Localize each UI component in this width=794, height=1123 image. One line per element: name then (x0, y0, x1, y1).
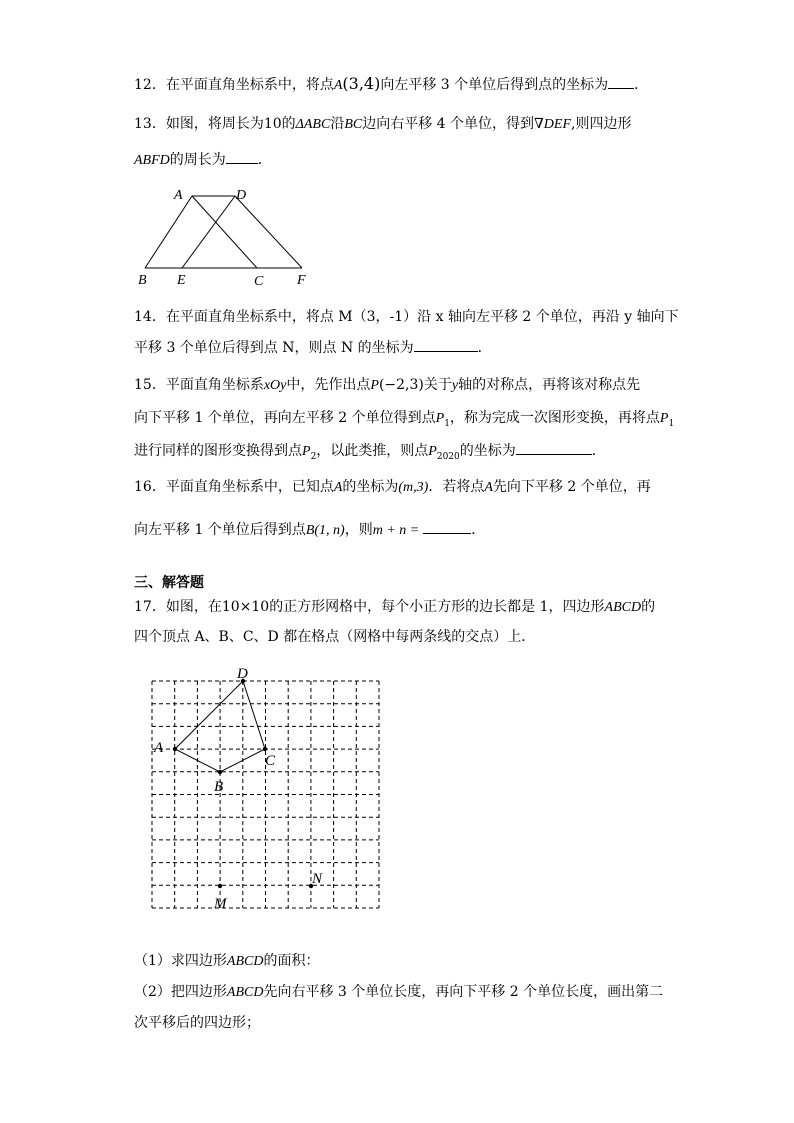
question-13-line2 (134, 150, 272, 170)
quad-label: ABFD (134, 153, 170, 168)
point-label: P (370, 378, 379, 393)
q13-text: 如图，将周长为 (165, 116, 264, 132)
q14-text: 平移 3 个单位后得到点 N，则点 N 的坐标为 (134, 340, 414, 356)
q17-text: 的面积： (263, 953, 320, 969)
coordinate-system-label: xOy (263, 378, 287, 393)
point-label: A (333, 480, 343, 495)
question-17-part1 (134, 952, 319, 971)
axis-label: y (451, 378, 459, 393)
quad-label: ABCD (226, 954, 264, 969)
point-label: A (484, 480, 493, 495)
coordinate: (m,3) (398, 480, 429, 495)
label-B: B (138, 273, 147, 288)
punctuation: ． (591, 443, 606, 459)
triangle-label: ∇DEF (534, 117, 572, 132)
answer-blank[interactable] (516, 441, 592, 455)
label-E: E (177, 273, 186, 288)
grid-figure (140, 660, 390, 920)
q17-text: 的 (641, 599, 656, 615)
q12-text: 在平面直角坐标系中，将点 (165, 77, 334, 93)
q13-text: ,则四边形 (571, 116, 632, 132)
label-D: D (237, 666, 248, 682)
q15-text: 轴的对称点，再将该对称点先 (458, 377, 641, 393)
q16-text: 平面直角坐标系中，已知点 (165, 479, 334, 495)
q16-text: ．若将点 (428, 479, 485, 495)
point-label: P (435, 411, 445, 426)
q16-text: 向左平移 1 个单位后得到点 (134, 522, 306, 538)
q15-text: 平面直角坐标系 (165, 377, 264, 393)
subscript: 1 (668, 418, 675, 429)
question-15-line2 (134, 409, 674, 433)
question-number: 15． (134, 377, 166, 393)
section-heading: 三、解答题 (134, 575, 204, 591)
question-13-line1 (134, 115, 631, 134)
question-14-line1 (134, 308, 679, 326)
q17-text: 四个顶点 A、B、C、D 都在格点（网格中每两条线的交点）上． (134, 629, 536, 645)
answer-blank[interactable] (608, 75, 634, 89)
q17-text: 的正方形网格中，每个小正方形的边长都是 1，四边形 (269, 599, 605, 615)
punctuation: ． (257, 152, 272, 168)
question-17-part2-line1 (134, 983, 663, 1002)
label-M: M (214, 896, 227, 912)
q15-text: 向下平移 1 个单位，再向左平移 2 个单位得到点 (134, 410, 436, 426)
q16-text: 的坐标为 (342, 479, 399, 495)
question-16-line2 (134, 520, 485, 540)
punctuation: ． (477, 340, 492, 356)
question-17-line2 (134, 628, 535, 646)
punctuation: ． (471, 522, 486, 538)
label-A: A (174, 188, 183, 203)
q15-text: 进行同样的图形变换得到点 (134, 443, 302, 459)
expression: m + n = (372, 523, 420, 538)
question-16-line1 (134, 478, 651, 497)
q17-text: （1）求四边形 (134, 953, 227, 969)
q16-text: 先向下平移 2 个单位，再 (492, 479, 651, 495)
question-17-part2-line2 (134, 1014, 260, 1032)
figure-lines (145, 196, 302, 268)
q17-text: （2）把四边形 (134, 984, 227, 1000)
label-C: C (265, 753, 276, 769)
answer-blank[interactable] (414, 338, 478, 352)
question-number: 14． (134, 309, 166, 325)
quad-label: ABCD (226, 985, 264, 1000)
point-label: P (428, 444, 437, 459)
label-F: F (297, 273, 306, 288)
subscript: 2 (310, 451, 317, 462)
question-number: 17． (134, 599, 166, 615)
q12-text: 向左平移 3 个单位后得到点的坐标为 (380, 77, 609, 93)
question-12 (134, 75, 648, 95)
question-15-line3 (134, 441, 606, 466)
subscript: 1 (444, 418, 450, 429)
question-15-line1 (134, 376, 640, 395)
punctuation: ． (634, 77, 649, 93)
quad-label: ABCD (604, 600, 642, 615)
subscript: 2020 (436, 451, 460, 462)
point-label: P (302, 444, 311, 459)
label-C: C (254, 274, 264, 289)
q16-text: ，则 (344, 522, 373, 538)
translation-figure (130, 182, 320, 292)
point-label: B(1, n) (305, 523, 345, 538)
triangle-label: ΔABC (295, 117, 331, 132)
grid-size: 10×10 (221, 599, 270, 615)
question-14-line2 (134, 338, 492, 357)
question-number: 12． (134, 77, 166, 93)
label-D: D (236, 188, 247, 203)
side-label: BC (344, 117, 363, 132)
q14-text: 在平面直角坐标系中，将点 M（3，-1）沿 x 轴向左平移 2 个单位，再沿 y 轴向下 (165, 309, 679, 325)
q13-text: 沿 (330, 116, 345, 132)
q13-text: 的周长为 (169, 152, 226, 168)
perimeter-value: 10 (263, 116, 282, 132)
q15-text: 中，先作出点 (286, 377, 371, 393)
q17-text: 如图，在 (165, 599, 222, 615)
q15-text: 关于 (423, 377, 452, 393)
label-B: B (214, 779, 224, 795)
question-number: 13． (134, 116, 166, 132)
q15-text: ，以此类推，则点 (316, 443, 429, 459)
q15-text: ，称为完成一次图形变换，再将点 (449, 410, 660, 426)
answer-blank[interactable] (226, 150, 258, 164)
question-17-line1 (134, 598, 655, 617)
question-number: 16． (134, 479, 166, 495)
label-A: A (154, 740, 164, 756)
q17-text: 先向右平移 3 个单位长度，再向下平移 2 个单位长度，画出第二 (263, 984, 664, 1000)
label-N: N (312, 871, 323, 887)
dashed-grid (152, 681, 379, 908)
q13-text: 边向右平移 4 个单位，得到 (362, 116, 535, 132)
point-label: P (659, 411, 669, 426)
answer-blank[interactable] (423, 520, 471, 534)
coordinate: (−2,3) (378, 377, 424, 393)
q15-text: 的坐标为 (459, 443, 516, 459)
point-label: A (333, 78, 343, 93)
coordinate: (3,4) (342, 74, 381, 93)
q13-text: 的 (281, 116, 296, 132)
q17-text: 次平移后的四边形； (134, 1015, 260, 1031)
